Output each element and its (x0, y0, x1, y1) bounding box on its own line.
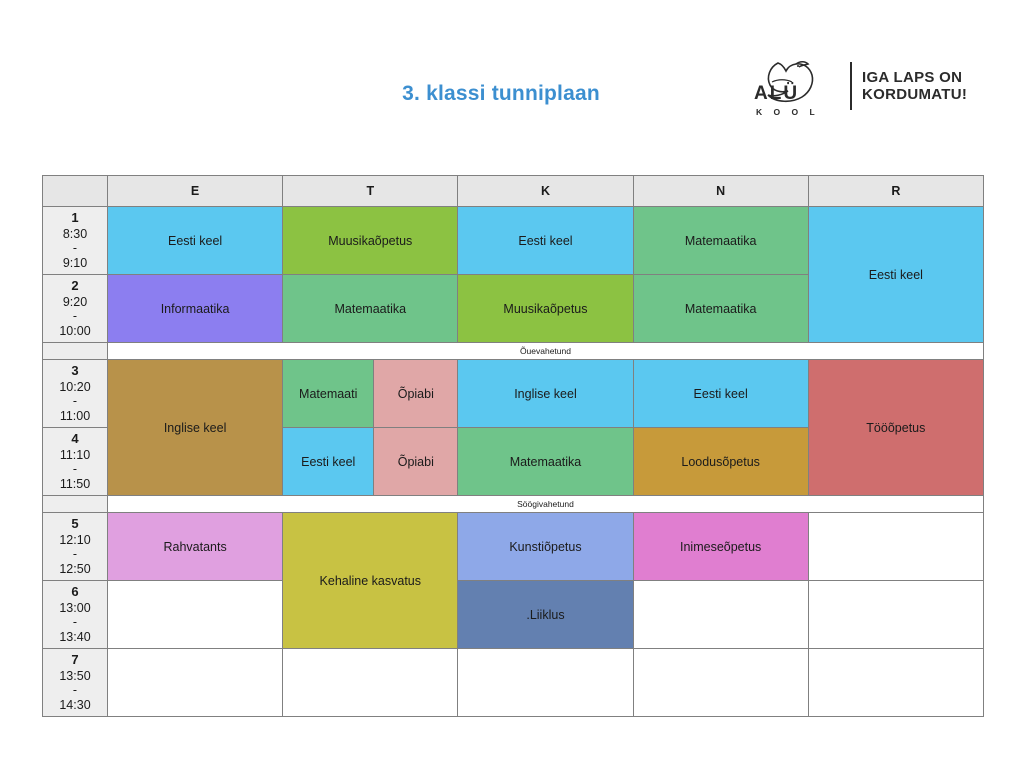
break-row-outdoor (43, 343, 984, 360)
lesson-r1e[interactable]: Eesti keel (108, 207, 283, 275)
period-5-number: 5 (71, 516, 79, 532)
period-2-dash: - (72, 309, 78, 324)
lesson-r7t-empty[interactable] (283, 649, 458, 717)
logo-divider (850, 62, 852, 110)
lesson-r4k[interactable]: Matemaatika (458, 428, 633, 496)
lesson-r2n[interactable]: Matemaatika (633, 275, 808, 343)
day-header-e: E (108, 176, 283, 207)
corner-cell (43, 176, 108, 207)
period-6 (43, 581, 108, 649)
period-2-start: 9:20 (62, 294, 88, 309)
lesson-r3n[interactable]: Eesti keel (633, 360, 808, 428)
lesson-r1t[interactable]: Muusikaõpetus (283, 207, 458, 275)
period-2-end: 10:00 (59, 324, 91, 339)
page-title-text: 3. klassi tunniplaan (402, 82, 600, 105)
period-7-number: 7 (71, 652, 79, 668)
period-6-end: 13:40 (59, 630, 91, 645)
lesson-r6n-empty[interactable] (633, 581, 808, 649)
period-1 (43, 207, 108, 275)
period-3-end: 11:00 (59, 409, 91, 424)
table-row (43, 581, 984, 649)
lesson-r5e[interactable]: Rahvatants (108, 513, 283, 581)
lesson-r3t1[interactable]: Matemaati (283, 360, 374, 427)
lesson-r5t[interactable]: Kehaline kasvatus (283, 513, 458, 649)
day-header-r: R (808, 176, 983, 207)
table-row (43, 649, 984, 717)
table-row (43, 513, 984, 581)
lesson-r7k-empty[interactable] (458, 649, 633, 717)
period-7-end: 14:30 (59, 698, 91, 713)
lesson-r1n[interactable]: Matemaatika (633, 207, 808, 275)
lesson-r5k[interactable]: Kunstiõpetus (458, 513, 633, 581)
break-row-lunch (43, 496, 984, 513)
timetable (42, 175, 984, 717)
lesson-r7e-empty[interactable] (108, 649, 283, 717)
lesson-r3t2[interactable]: Õpiabi (374, 360, 458, 427)
period-3-start: 10:20 (59, 379, 91, 394)
period-1-start: 8:30 (62, 226, 88, 241)
table-header-row (43, 176, 984, 207)
day-header-k: K (458, 176, 633, 207)
period-2 (43, 275, 108, 343)
day-header-t: T (283, 176, 458, 207)
lesson-r6r-empty[interactable] (808, 581, 983, 649)
logo-wordmark: ALÜ (754, 83, 800, 104)
period-7 (43, 649, 108, 717)
lesson-r2k[interactable]: Muusikaõpetus (458, 275, 633, 343)
lesson-r1k[interactable]: Eesti keel (458, 207, 633, 275)
lesson-r7r-empty[interactable] (808, 649, 983, 717)
period-3 (43, 360, 108, 428)
period-2-number: 2 (71, 278, 79, 294)
period-1-end: 9:10 (62, 256, 88, 271)
lesson-r2e[interactable]: Informaatika (108, 275, 283, 343)
period-6-number: 6 (71, 584, 79, 600)
break-label-lunch: Söögivahetund (108, 496, 984, 513)
lesson-r6e-empty[interactable] (108, 581, 283, 649)
break-spacer-2 (43, 496, 108, 513)
logo-tagline-line1: IGA LAPS ON (862, 68, 963, 86)
lesson-r4t1[interactable]: Eesti keel (283, 428, 374, 495)
table-row (43, 207, 984, 275)
lesson-r2t[interactable]: Matemaatika (283, 275, 458, 343)
logo-tagline-line2: KORDUMATU! (862, 86, 968, 103)
lesson-r4n[interactable]: Loodusõpetus (633, 428, 808, 496)
lesson-r3t-split (283, 360, 458, 428)
school-logo (748, 55, 978, 117)
lesson-r3k[interactable]: Inglise keel (458, 360, 633, 428)
swan-icon (748, 55, 840, 117)
period-4-dash: - (72, 462, 78, 477)
period-7-dash: - (72, 683, 78, 698)
period-5-dash: - (72, 547, 78, 562)
period-4 (43, 428, 108, 496)
period-1-dash: - (72, 241, 78, 256)
lesson-r6k[interactable]: .Liiklus (458, 581, 633, 649)
logo-subtext: K O O L (756, 107, 820, 117)
period-1-number: 1 (71, 210, 79, 226)
period-7-start: 13:50 (59, 668, 91, 683)
period-5 (43, 513, 108, 581)
lesson-r4t-split (283, 428, 458, 496)
break-spacer-1 (43, 343, 108, 360)
lesson-r5n[interactable]: Inimeseõpetus (633, 513, 808, 581)
lesson-r3e[interactable]: Inglise keel (108, 360, 283, 496)
period-4-start: 11:10 (59, 447, 91, 462)
lesson-r3r[interactable]: Tööõpetus (808, 360, 983, 496)
lesson-r7n-empty[interactable] (633, 649, 808, 717)
period-4-number: 4 (71, 431, 79, 447)
period-4-end: 11:50 (59, 477, 91, 492)
break-label-outdoor: Õuevahetund (108, 343, 984, 360)
period-3-dash: - (72, 394, 78, 409)
day-header-n: N (633, 176, 808, 207)
lesson-r4t2[interactable]: Õpiabi (374, 428, 458, 495)
table-row (43, 360, 984, 428)
logo-tagline (862, 69, 967, 104)
period-3-number: 3 (71, 363, 79, 379)
lesson-r1r[interactable]: Eesti keel (808, 207, 983, 343)
period-5-end: 12:50 (59, 562, 91, 577)
lesson-r5r-empty[interactable] (808, 513, 983, 581)
period-6-dash: - (72, 615, 78, 630)
period-5-start: 12:10 (59, 532, 91, 547)
period-6-start: 13:00 (59, 600, 91, 615)
